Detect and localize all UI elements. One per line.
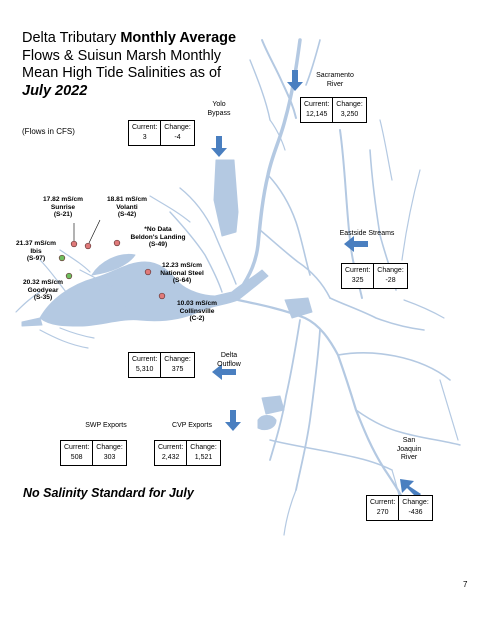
change-cell: Change: 375: [164, 356, 191, 373]
station-label-volanti: 18.81 mS/cm Volanti (S-42): [107, 196, 147, 219]
station-label-collinsville: 10.03 mS/cm Collinsville (C-2): [177, 300, 217, 323]
leader-volanti: [89, 220, 100, 243]
flow-box-cvp: [154, 440, 221, 466]
station-label-sunrise: 17.82 mS/cm Sunrise (S-21): [43, 196, 83, 219]
sacramento-arrow-icon: [287, 70, 303, 91]
station-marker-sunrise: [71, 241, 77, 247]
eastside-streams-label: Eastside Streams: [339, 230, 395, 237]
page-number: 7: [463, 580, 468, 589]
salinity-standard-note: No Salinity Standard for July: [23, 486, 194, 500]
old-river: [270, 320, 300, 460]
carquinez-channel: [60, 328, 94, 338]
flow-box-eastside: [341, 263, 408, 289]
suisun-slough: [60, 250, 90, 272]
station-label-ibis: 21.37 mS/cm Ibis (S-97): [16, 240, 56, 263]
station-label-national-steel: 12.23 mS/cm National Steel (S-64): [160, 262, 204, 285]
cvp-exports-label: CVP Exports: [172, 422, 212, 429]
station-label-goodyear: 20.32 mS/cm Goodyear (S-35): [23, 279, 63, 302]
station-marker-volanti: [85, 243, 91, 249]
current-cell: Current: 5,310: [129, 353, 161, 377]
change-cell: Change: 3,250: [336, 101, 363, 118]
swp-exports-label: SWP Exports: [85, 422, 127, 429]
middle-river: [296, 330, 320, 490]
flow-box-yolo: [128, 120, 195, 146]
title-line-4: July 2022: [22, 82, 88, 99]
flow-box-san-joaquin: [366, 495, 433, 521]
station-marker-beldons-landing: [114, 240, 120, 246]
flows-units-note: (Flows in CFS): [22, 127, 75, 136]
san-joaquin-river-label: San Joaquin River: [396, 437, 422, 461]
current-cell: Current: 325: [342, 264, 374, 288]
change-cell: Change: -4: [164, 124, 191, 141]
title-line-2: Flows & Suisun Marsh Monthly: [22, 47, 222, 64]
carquinez-strait: [22, 318, 42, 326]
dry-creek: [402, 170, 420, 260]
clifton-court-forebay: [258, 416, 276, 430]
change-cell: Change: 303: [96, 444, 123, 461]
sacramento-river-label: Sacramento River: [316, 72, 354, 88]
eastern-channel: [404, 300, 444, 318]
southeast-channel: [440, 380, 458, 440]
western-channel: [40, 330, 88, 348]
title-line-3: Mean High Tide Salinities as of: [22, 65, 222, 81]
yolo-bypass-label: Yolo Bypass: [207, 101, 231, 117]
current-cell: Current: 270: [367, 496, 399, 520]
flow-box-delta-outflow: [128, 352, 195, 378]
yolo-arrow-icon: [211, 136, 227, 157]
current-cell: Current: 2,432: [155, 441, 187, 465]
exports-arrow-icon: [225, 410, 241, 431]
title-line-1: Delta Tributary Monthly Average: [22, 30, 237, 46]
grant-line-canal: [270, 440, 392, 470]
san-joaquin-main: [238, 300, 410, 515]
west-branch: [284, 490, 296, 535]
mildred-island: [262, 396, 284, 414]
change-cell: Change: -436: [402, 499, 429, 516]
steamboat-slough: [260, 230, 330, 298]
current-cell: Current: 3: [129, 121, 161, 145]
elk-slough: [268, 175, 310, 275]
station-marker-goodyear: [66, 273, 72, 279]
flow-box-swp: [60, 440, 127, 466]
delta-outflow-label: Delta Outflow: [217, 352, 241, 368]
american-river: [380, 120, 392, 180]
current-cell: Current: 508: [61, 441, 93, 465]
map-title: [22, 30, 262, 100]
stockton-channel: [338, 353, 450, 380]
station-label-beldons-landing: *No Data Beldon's Landing (S-49): [130, 226, 186, 249]
change-cell: Change: -28: [377, 267, 404, 284]
flow-box-sacramento: [300, 97, 367, 123]
yolo-bypass: [214, 160, 238, 236]
current-cell: Current: 12,145: [301, 98, 333, 122]
change-cell: Change: 1,521: [190, 444, 217, 461]
station-marker-collinsville: [159, 293, 165, 299]
cache-slough: [214, 232, 236, 284]
